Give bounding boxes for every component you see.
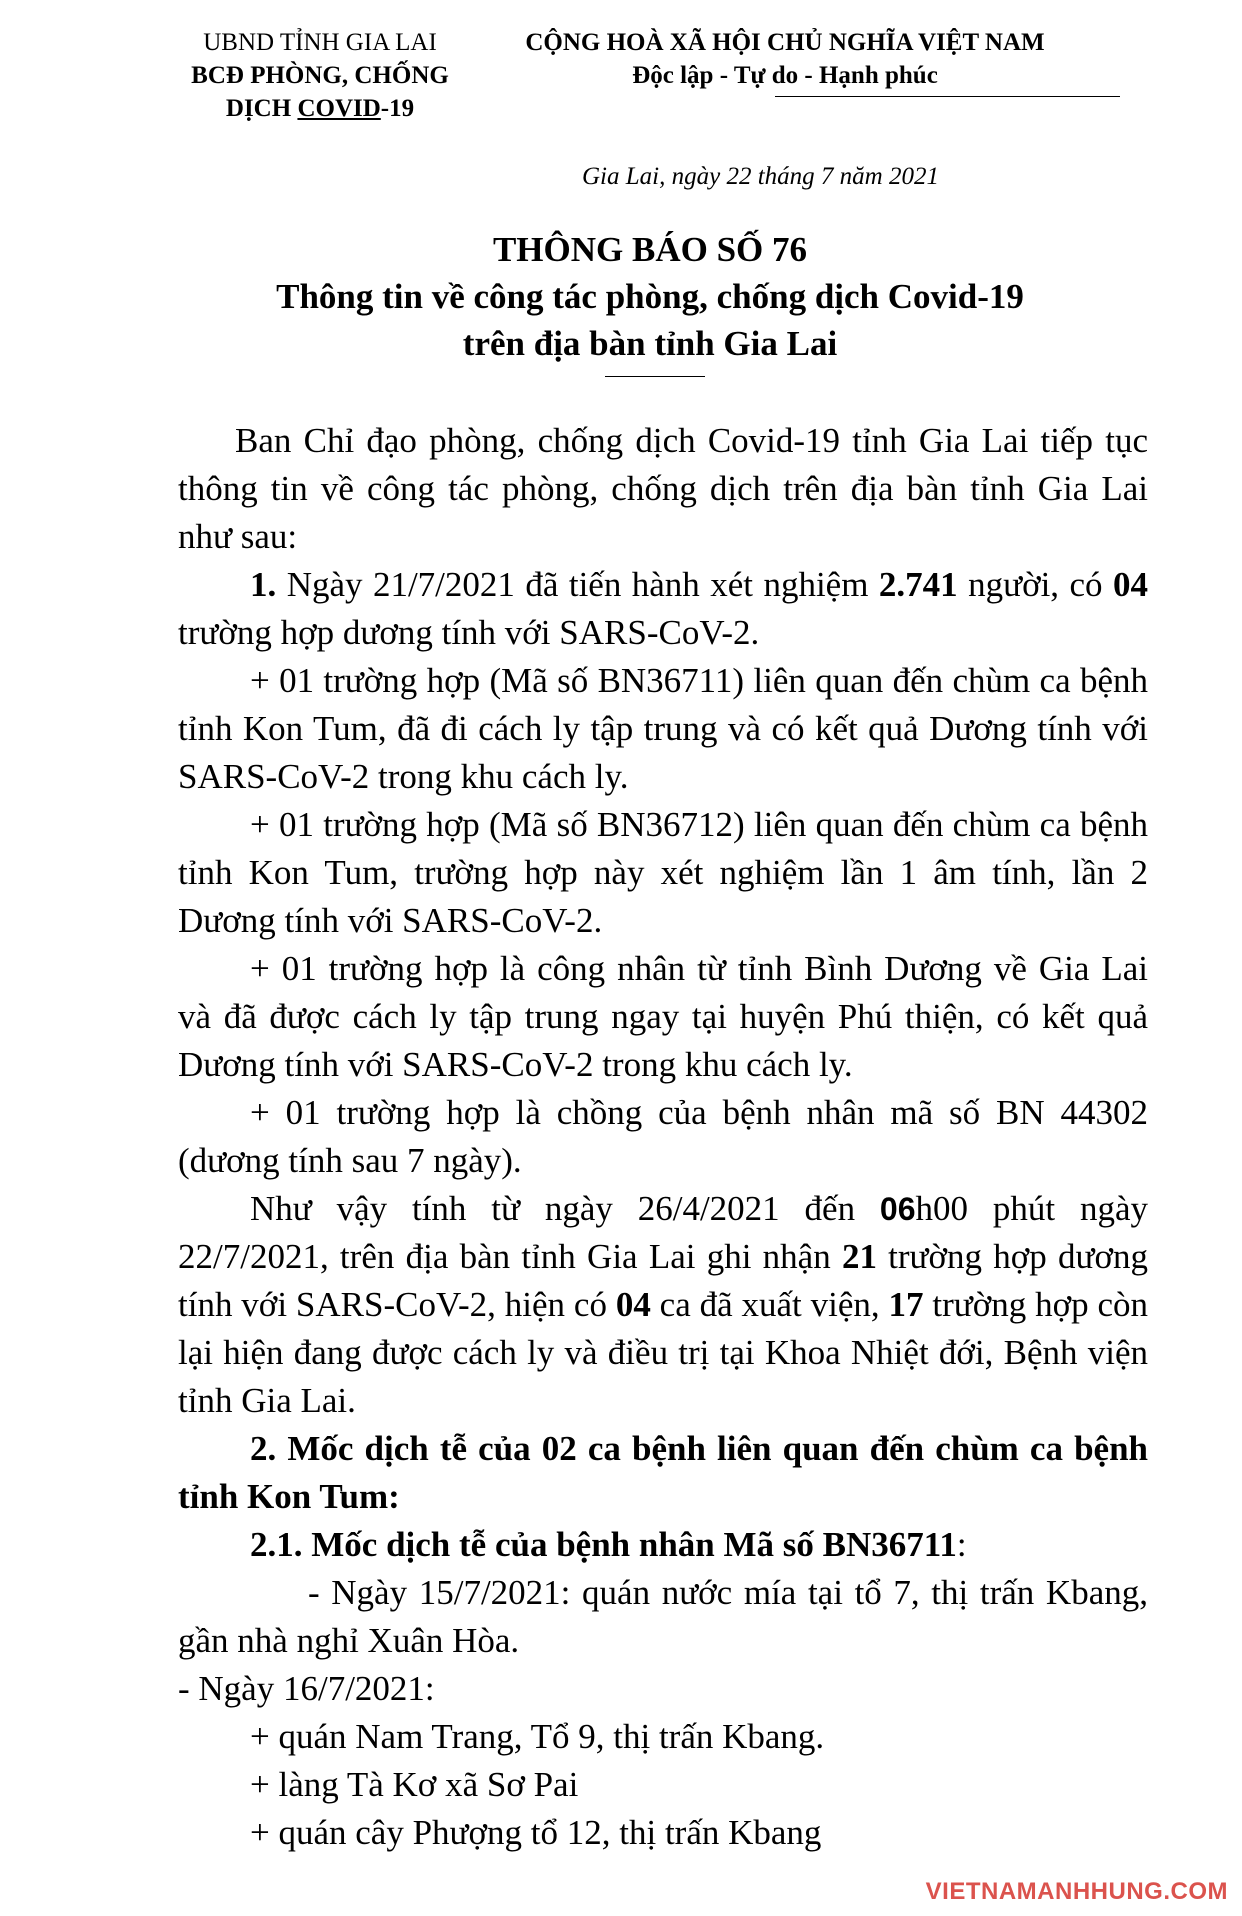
timeline-item-2c: + quán cây Phượng tổ 12, thị trấn Kbang xyxy=(250,1813,822,1852)
country-name: CỘNG HOÀ XÃ HỘI CHỦ NGHĨA VIỆT NAM xyxy=(525,29,1045,56)
positive-count: 04 xyxy=(1113,565,1148,604)
section-1-text-e: trường hợp dương tính với SARS-CoV-2. xyxy=(178,613,760,652)
tests-count: 2.741 xyxy=(878,565,958,604)
case-3-paragraph: + 01 trường hợp là công nhân từ tỉnh Bình Dương về Gia Lai và đã được cách ly tập trung ngay tại huyện Phú thiện, có kết quả Dương tính với SARS-CoV-2 trong khu cách ly. xyxy=(178,949,1148,1084)
section-1-text-a: Ngày 21/7/2021 đã tiến hành xét nghiệm xyxy=(276,565,879,604)
title-line-3: trên địa bàn tỉnh Gia Lai xyxy=(462,324,838,363)
document-body xyxy=(178,417,1148,1857)
summary-paragraph xyxy=(178,1185,1148,1425)
national-motto xyxy=(480,26,1090,92)
watermark: VIETNAMANHHUNG.COM xyxy=(925,1878,1228,1905)
timeline-item-2b: + làng Tà Kơ xã Sơ Pai xyxy=(250,1765,579,1804)
agency-line-3-pre: DỊCH xyxy=(225,95,298,122)
title-underline xyxy=(605,376,705,377)
intro-paragraph: Ban Chỉ đạo phòng, chống dịch Covid-19 tỉnh Gia Lai tiếp tục thông tin về công tác phòng, chống dịch trên địa bàn tỉnh Gia Lai như sau: xyxy=(178,421,1148,556)
case-2-paragraph: + 01 trường hợp (Mã số BN36712) liên quan đến chùm ca bệnh tỉnh Kon Tum, trường hợp này xét nghiệm lần 1 âm tính, lần 2 Dương tính với SARS-CoV-2. xyxy=(178,805,1148,940)
summary-text-a: Như vậy tính từ ngày 26/4/2021 đến xyxy=(250,1189,880,1228)
section-1-number: 1. xyxy=(250,565,277,604)
agency-line-1: UBND TỈNH GIA LAI xyxy=(203,29,437,56)
agency-line-2: BCĐ PHÒNG, CHỐNG xyxy=(191,62,449,89)
in-treatment-count: 17 xyxy=(888,1285,924,1324)
section-1-paragraph xyxy=(178,561,1148,657)
agency-line-3-underlined: COVID xyxy=(297,95,381,122)
agency-line-3 xyxy=(150,92,490,125)
section-2-heading: 2. Mốc dịch tễ của 02 ca bệnh liên quan đến chùm ca bệnh tỉnh Kon Tum: xyxy=(178,1429,1148,1516)
document-title xyxy=(150,226,1150,367)
section-1-text-c: người, có xyxy=(957,565,1113,604)
timeline-item-2: - Ngày 16/7/2021: xyxy=(178,1669,435,1708)
summary-text-g: ca đã xuất viện, xyxy=(650,1285,889,1324)
title-line-1: THÔNG BÁO SỐ 76 xyxy=(492,230,808,269)
title-line-2: Thông tin về công tác phòng, chống dịch Covid-19 xyxy=(276,277,1024,316)
case-4-paragraph: + 01 trường hợp là chồng của bệnh nhân mã số BN 44302 (dương tính sau 7 ngày). xyxy=(178,1093,1148,1180)
total-positive-count: 21 xyxy=(841,1237,877,1276)
section-2-1-heading xyxy=(178,1521,1148,1569)
motto: Độc lập - Tự do - Hạnh phúc xyxy=(632,62,938,89)
agency-line-3-post: -19 xyxy=(380,95,415,122)
summary-text-c: h00 phút ngày 22/7/2021, trên địa bàn tỉnh Gia Lai ghi nhận xyxy=(178,1189,1148,1276)
section-2-1-title: 2.1. Mốc dịch tễ của bệnh nhân Mã số BN36711 xyxy=(250,1525,957,1564)
motto-underline xyxy=(775,96,1120,97)
summary-text-e: trường hợp dương tính với SARS-CoV-2, hiện có xyxy=(178,1237,1148,1324)
section-2-1-colon: : xyxy=(956,1525,967,1564)
timeline-item-2a: + quán Nam Trang, Tổ 9, thị trấn Kbang. xyxy=(250,1717,825,1756)
issuing-agency xyxy=(150,26,490,125)
summary-text-i: trường hợp còn lại hiện đang được cách ly và điều trị tại Khoa Nhiệt đới, Bệnh viện tỉnh Gia Lai. xyxy=(178,1285,1148,1420)
case-1-paragraph: + 01 trường hợp (Mã số BN36711) liên quan đến chùm ca bệnh tỉnh Kon Tum, đã đi cách ly tập trung và có kết quả Dương tính với SARS-CoV-2 trong khu cách ly. xyxy=(178,661,1148,796)
timeline-item-1: - Ngày 15/7/2021: quán nước mía tại tổ 7, thị trấn Kbang, gần nhà nghỉ Xuân Hòa. xyxy=(178,1573,1148,1660)
summary-hour: 06 xyxy=(879,1191,916,1227)
issue-date: Gia Lai, ngày 22 tháng 7 năm 2021 xyxy=(582,163,939,190)
discharged-count: 04 xyxy=(615,1285,651,1324)
